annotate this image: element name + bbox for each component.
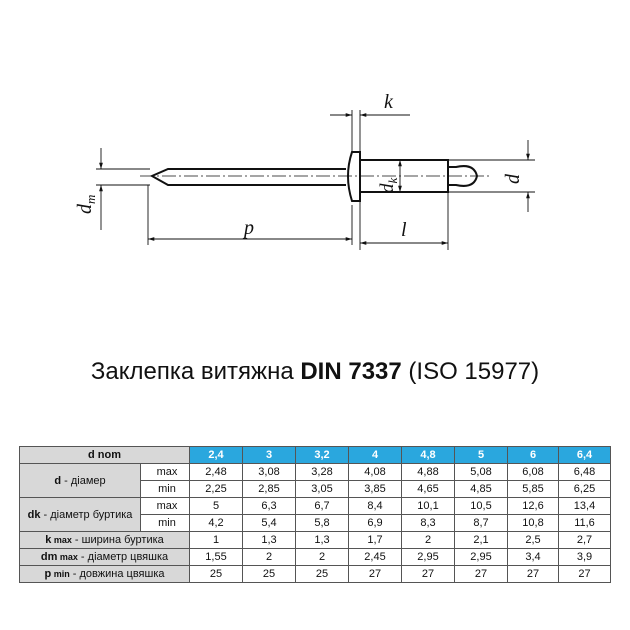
nominal-cell: 4,8 bbox=[402, 447, 455, 464]
value-cell: 13,4 bbox=[559, 498, 611, 515]
rivet-drawing bbox=[0, 0, 630, 300]
value-cell: 27 bbox=[402, 566, 455, 583]
sub-label: max bbox=[141, 464, 190, 481]
value-cell: 12,6 bbox=[508, 498, 559, 515]
mandrel-shank bbox=[152, 169, 346, 185]
label-p: p bbox=[244, 217, 254, 239]
value-cell: 2 bbox=[402, 532, 455, 549]
nominal-cell: 3,2 bbox=[296, 447, 349, 464]
value-cell: 25 bbox=[243, 566, 296, 583]
value-cell: 27 bbox=[349, 566, 402, 583]
value-cell: 8,4 bbox=[349, 498, 402, 515]
value-cell: 1 bbox=[190, 532, 243, 549]
rivet-flange bbox=[348, 152, 360, 201]
value-cell: 3,9 bbox=[559, 549, 611, 566]
value-cell: 3,08 bbox=[243, 464, 296, 481]
value-cell: 27 bbox=[455, 566, 508, 583]
sub-label: min bbox=[141, 515, 190, 532]
value-cell: 10,1 bbox=[402, 498, 455, 515]
value-cell: 4,2 bbox=[190, 515, 243, 532]
value-cell: 3,85 bbox=[349, 481, 402, 498]
row-label-p: p min - довжина цвяшка bbox=[20, 566, 190, 583]
value-cell: 8,7 bbox=[455, 515, 508, 532]
value-cell: 2,5 bbox=[508, 532, 559, 549]
value-cell: 2,48 bbox=[190, 464, 243, 481]
value-cell: 4,88 bbox=[402, 464, 455, 481]
value-cell: 4,65 bbox=[402, 481, 455, 498]
value-cell: 1,7 bbox=[349, 532, 402, 549]
nominal-cell: 6,4 bbox=[559, 447, 611, 464]
value-cell: 2 bbox=[296, 549, 349, 566]
value-cell: 5 bbox=[190, 498, 243, 515]
value-cell: 2,1 bbox=[455, 532, 508, 549]
value-cell: 3,05 bbox=[296, 481, 349, 498]
table-header-row bbox=[20, 447, 611, 464]
table-row bbox=[20, 532, 611, 549]
table-row bbox=[20, 464, 611, 481]
sub-label: min bbox=[141, 481, 190, 498]
value-cell: 5,08 bbox=[455, 464, 508, 481]
value-cell: 2,85 bbox=[243, 481, 296, 498]
row-label-dk: dk - діаметр буртика bbox=[20, 498, 141, 532]
label-dm: $d_m$ bbox=[74, 194, 98, 214]
sub-label: max bbox=[141, 498, 190, 515]
value-cell: 2,95 bbox=[402, 549, 455, 566]
value-cell: 6,48 bbox=[559, 464, 611, 481]
label-l: l bbox=[401, 219, 407, 241]
value-cell: 6,7 bbox=[296, 498, 349, 515]
label-dk: $d_k$ bbox=[377, 177, 400, 193]
value-cell: 1,3 bbox=[296, 532, 349, 549]
rivet-outline bbox=[152, 152, 477, 201]
value-cell: 4,08 bbox=[349, 464, 402, 481]
page-title: Заклепка витяжна DIN 7337 (ISO 15977) bbox=[90, 358, 540, 385]
value-cell: 27 bbox=[508, 566, 559, 583]
value-cell: 10,8 bbox=[508, 515, 559, 532]
header-label: d nom bbox=[20, 447, 190, 464]
value-cell: 6,9 bbox=[349, 515, 402, 532]
nominal-cell: 3 bbox=[243, 447, 296, 464]
value-cell: 2,25 bbox=[190, 481, 243, 498]
value-cell: 2,45 bbox=[349, 549, 402, 566]
value-cell: 25 bbox=[296, 566, 349, 583]
row-label-k: k max - ширина буртика bbox=[20, 532, 190, 549]
nominal-cell: 5 bbox=[455, 447, 508, 464]
nominal-cell: 6 bbox=[508, 447, 559, 464]
value-cell: 3,28 bbox=[296, 464, 349, 481]
value-cell: 10,5 bbox=[455, 498, 508, 515]
value-cell: 6,3 bbox=[243, 498, 296, 515]
nominal-cell: 4 bbox=[349, 447, 402, 464]
table-row bbox=[20, 566, 611, 583]
table-row bbox=[20, 498, 611, 515]
table-row bbox=[20, 549, 611, 566]
value-cell: 5,4 bbox=[243, 515, 296, 532]
value-cell: 5,8 bbox=[296, 515, 349, 532]
label-d: d bbox=[502, 174, 524, 184]
row-label-dm: dm max - діаметр цвяшка bbox=[20, 549, 190, 566]
nominal-cell: 2,4 bbox=[190, 447, 243, 464]
value-cell: 1,3 bbox=[243, 532, 296, 549]
value-cell: 2 bbox=[243, 549, 296, 566]
value-cell: 6,08 bbox=[508, 464, 559, 481]
value-cell: 1,55 bbox=[190, 549, 243, 566]
spec-table bbox=[19, 446, 611, 583]
value-cell: 2,7 bbox=[559, 532, 611, 549]
value-cell: 6,25 bbox=[559, 481, 611, 498]
row-label-d: d - діамер bbox=[20, 464, 141, 498]
value-cell: 2,95 bbox=[455, 549, 508, 566]
value-cell: 27 bbox=[559, 566, 611, 583]
value-cell: 4,85 bbox=[455, 481, 508, 498]
value-cell: 5,85 bbox=[508, 481, 559, 498]
value-cell: 8,3 bbox=[402, 515, 455, 532]
value-cell: 25 bbox=[190, 566, 243, 583]
value-cell: 3,4 bbox=[508, 549, 559, 566]
value-cell: 11,6 bbox=[559, 515, 611, 532]
label-k: k bbox=[384, 91, 393, 113]
